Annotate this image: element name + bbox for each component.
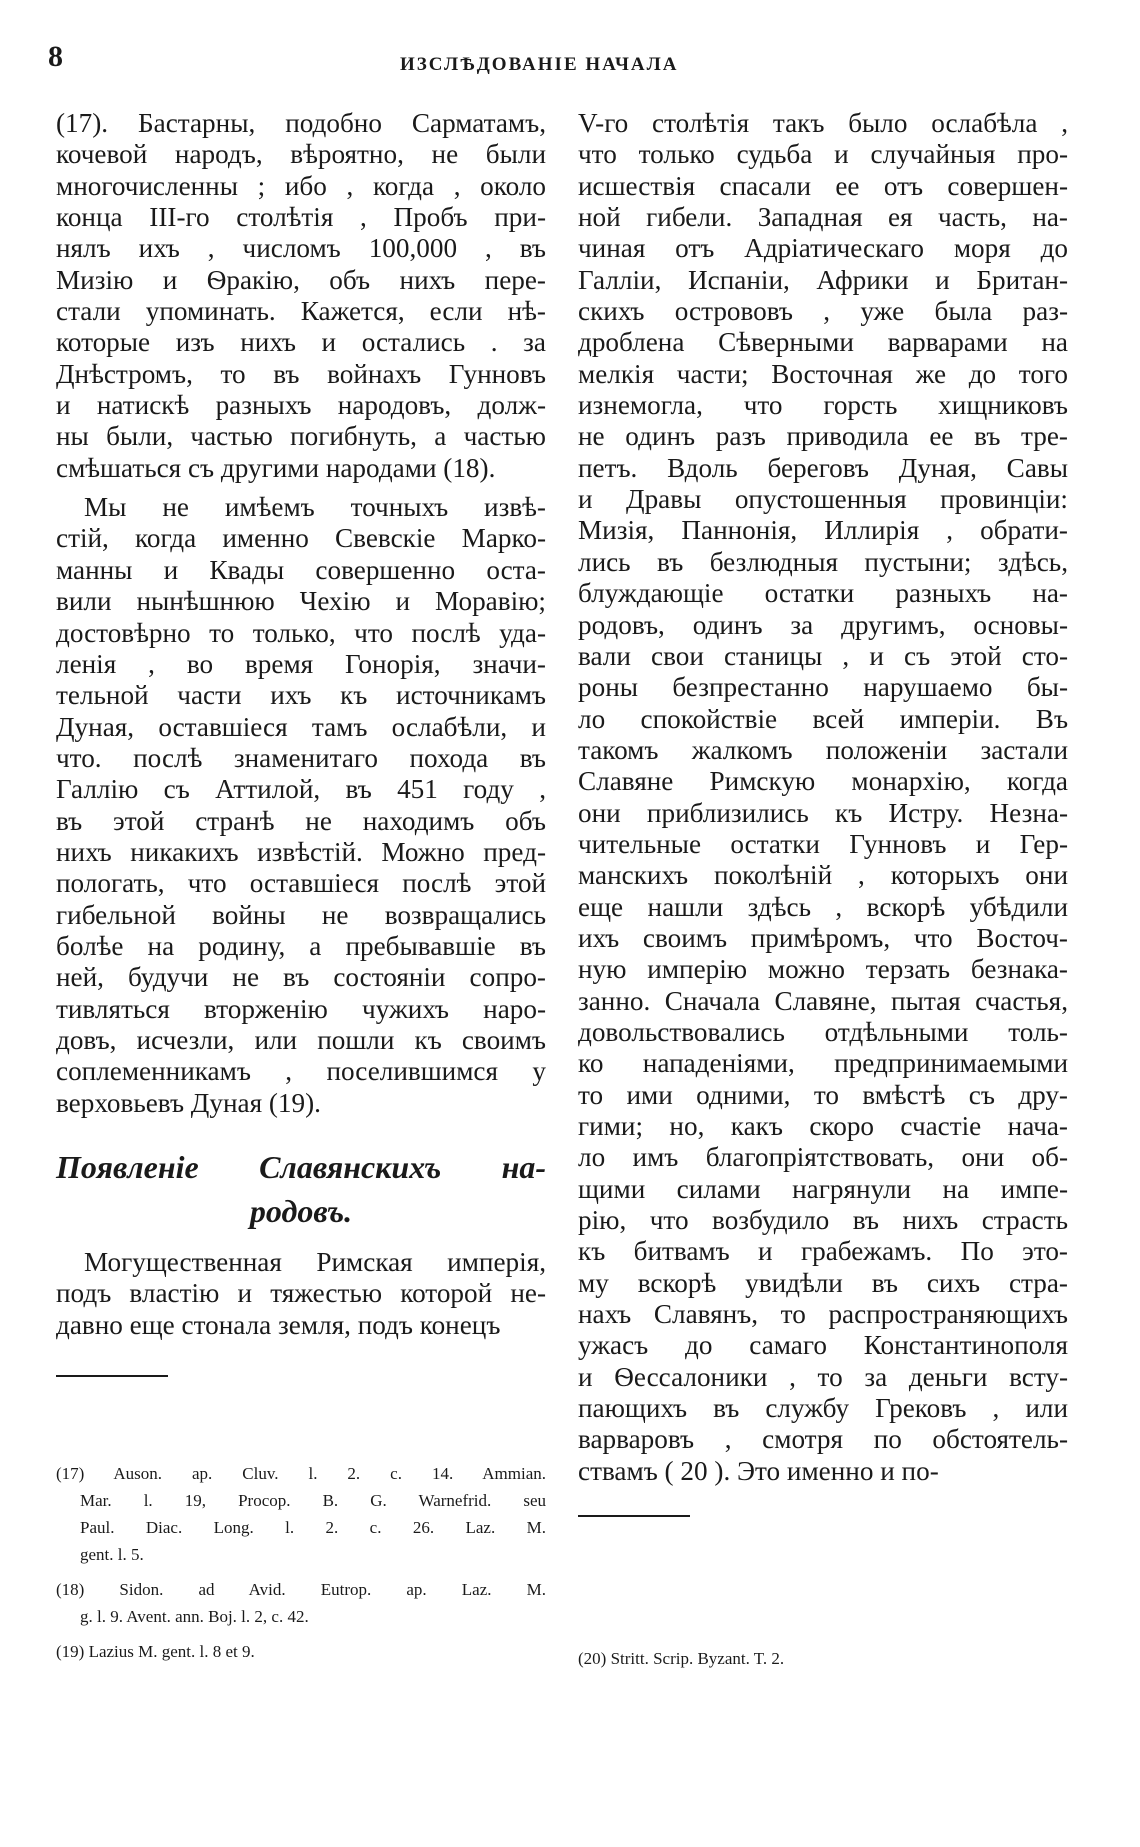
text-line: къ битвамъ и грабежамъ. По это- bbox=[578, 1236, 1068, 1267]
text-line: рію, что возбудило въ нихъ страсть bbox=[578, 1205, 1068, 1236]
text-line: вали свои станицы , и съ этой сто- bbox=[578, 640, 1068, 671]
text-line: подъ властію и тяжестью которой не- bbox=[56, 1278, 546, 1309]
text-line: не одинъ разъ приводила ее въ тре- bbox=[578, 421, 1068, 452]
paragraph-bastarny bbox=[56, 108, 546, 484]
footnote-line: Mar. l. 19, Procop. B. G. Warnefrid. seu bbox=[80, 1491, 546, 1510]
text-line: ны были, частью погибнуть, а частью bbox=[56, 421, 546, 452]
text-line: тивляться вторженію чужихъ наро- bbox=[56, 993, 546, 1024]
text-line: ленія , во время Гонорія, значи- bbox=[56, 648, 546, 679]
text-line: и натискѣ разныхъ народовъ, долж- bbox=[56, 390, 546, 421]
text-line: ко нападеніями, предпринимаемыми bbox=[578, 1048, 1068, 1079]
paragraph-continuation bbox=[578, 108, 1068, 1487]
text-line: и Дравы опустошенныя провинціи: bbox=[578, 484, 1068, 515]
text-line: варваровъ , смотря по обстоятель- bbox=[578, 1424, 1068, 1455]
footnotes-left bbox=[56, 1460, 546, 1673]
footnote-line: (20) Stritt. Scrip. Byzant. T. 2. bbox=[578, 1649, 785, 1668]
text-line: (17). Бастарны, подобно Сарматамъ, bbox=[56, 108, 546, 138]
text-line: верховьевъ Дуная (19). bbox=[56, 1087, 321, 1118]
text-line: болѣе на родину, а пребывавшіе въ bbox=[56, 930, 546, 961]
footnote-line: (17) Auson. ap. Cluv. l. 2. c. 14. Ammian. bbox=[56, 1464, 546, 1483]
text-line: которые изъ нихъ и остались . за bbox=[56, 327, 546, 358]
footnote bbox=[578, 1645, 1068, 1672]
text-line: довъ, исчезли, или пошли къ своимъ bbox=[56, 1024, 546, 1055]
text-line: пологать, что оставшіеся послѣ этой bbox=[56, 868, 546, 899]
text-line: блуждающіе остатки разныхъ на- bbox=[578, 578, 1068, 609]
paragraph-svevy bbox=[56, 492, 546, 1119]
text-line: лись въ безлюдныя пустыни; здѣсь, bbox=[578, 546, 1068, 577]
text-line: соплеменникамъ , поселившимся у bbox=[56, 1056, 546, 1087]
text-line: смѣшаться съ другими народами (18). bbox=[56, 452, 496, 483]
text-line: ло спокойствіе всей имперіи. Въ bbox=[578, 703, 1068, 734]
text-line: кочевой народъ, вѣроятно, не были bbox=[56, 139, 546, 170]
text-line: ужасъ до самаго Константинополя bbox=[578, 1330, 1068, 1361]
text-line: Мы не имѣемъ точныхъ извѣ- bbox=[84, 492, 546, 523]
text-line: Галліи, Испаніи, Африки и Британ- bbox=[578, 264, 1068, 295]
text-line: ную имперію можно терзать безнака- bbox=[578, 954, 1068, 985]
text-line: дроблена Сѣверными варварами на bbox=[578, 327, 1068, 358]
page-number: 8 bbox=[48, 40, 63, 73]
text-line: ней, будучи не въ состояніи сопро- bbox=[56, 962, 546, 993]
text-line: му вскорѣ увидѣли въ сихъ стра- bbox=[578, 1267, 1068, 1298]
paragraph-roman-empire bbox=[56, 1247, 546, 1341]
text-line: нахъ Славянъ, то распространяющихъ bbox=[578, 1299, 1068, 1330]
text-line: еще нашли здѣсь , вскорѣ убѣдили bbox=[578, 891, 1068, 922]
text-line: родовъ, одинъ за другимъ, основы- bbox=[578, 609, 1068, 640]
text-line: ствамъ ( 20 ). Это именно и по- bbox=[578, 1455, 939, 1486]
text-line: многочисленны ; ибо , когда , около bbox=[56, 170, 546, 201]
footnote-line: (18) Sidon. ad Avid. Eutrop. ap. Laz. M. bbox=[56, 1580, 546, 1599]
heading-line-2: родовъ. bbox=[249, 1193, 353, 1229]
text-line: петъ. Вдоль береговъ Дуная, Савы bbox=[578, 452, 1068, 483]
text-line: Галлію съ Аттилой, въ 451 году , bbox=[56, 774, 546, 805]
left-column bbox=[56, 108, 546, 1377]
text-line: стій, когда именно Свевскіе Марко- bbox=[56, 523, 546, 554]
text-line: скихъ острововъ , уже была раз- bbox=[578, 296, 1068, 327]
text-line: вили нынѣшнюю Чехію и Моравію; bbox=[56, 586, 546, 617]
text-line: достовѣрно то только, что послѣ уда- bbox=[56, 617, 546, 648]
text-line: Дуная, оставшіеся тамъ ослабѣли, и bbox=[56, 711, 546, 742]
text-line: Днѣстромъ, то въ войнахъ Гунновъ bbox=[56, 358, 546, 389]
text-line: гими; но, какъ скоро счастіе нача- bbox=[578, 1111, 1068, 1141]
text-line: нялъ ихъ , числомъ 100,000 , въ bbox=[56, 233, 546, 264]
footnote-line: Paul. Diac. Long. l. 2. c. 26. Laz. M. bbox=[80, 1518, 546, 1537]
footnote-rule-right bbox=[578, 1515, 690, 1517]
text-line: изнемогла, что горсть хищниковъ bbox=[578, 390, 1068, 421]
text-line: въ этой странѣ не находимъ объ bbox=[56, 805, 546, 836]
text-line: и Ѳессалоники , то за деньги всту- bbox=[578, 1361, 1068, 1392]
text-line: V-го столѣтія такъ было ослабѣла , bbox=[578, 108, 1068, 138]
text-line: то ими одними, то вмѣстѣ съ дру- bbox=[578, 1079, 1068, 1110]
text-line: давно еще стонала земля, подъ конецъ bbox=[56, 1309, 501, 1340]
text-line: ло имъ благопріятствовать, они об- bbox=[578, 1142, 1068, 1173]
right-column bbox=[578, 108, 1068, 1517]
text-line: пающихъ въ службу Грековъ , или bbox=[578, 1393, 1068, 1424]
heading-line-1: Появленіе Славянскихъ на- bbox=[56, 1149, 546, 1185]
text-line: роны безпрестанно нарушаемо бы- bbox=[578, 672, 1068, 703]
text-line: гибельной войны не возвращались bbox=[56, 899, 546, 930]
text-line: чительные остатки Гунновъ и Гер- bbox=[578, 828, 1068, 859]
footnote-rule bbox=[56, 1375, 168, 1377]
text-line: конца III-го столѣтія , Пробъ при- bbox=[56, 202, 546, 233]
text-line: стали упоминать. Кажется, если нѣ- bbox=[56, 296, 546, 327]
footnote bbox=[56, 1638, 546, 1665]
text-line: что только судьба и случайныя про- bbox=[578, 139, 1068, 170]
text-line: исшествія спасали ее отъ совершен- bbox=[578, 170, 1068, 201]
text-line: ной гибели. Западная ея часть, на- bbox=[578, 202, 1068, 233]
text-line: занно. Сначала Славяне, пытая счастья, bbox=[578, 985, 1068, 1016]
text-line: чиная отъ Адріатическаго моря до bbox=[578, 233, 1068, 264]
text-line: что. послѣ знаменитаго похода въ bbox=[56, 742, 546, 773]
text-line: такомъ жалкомъ положеніи застали bbox=[578, 734, 1068, 765]
footnotes-right bbox=[578, 1645, 1068, 1680]
section-heading bbox=[56, 1145, 546, 1233]
text-line: они приблизились къ Истру. Незна- bbox=[578, 797, 1068, 828]
text-line: мелкія части; Восточная же до того bbox=[578, 358, 1068, 389]
text-line: Славяне Римскую монархію, когда bbox=[578, 766, 1068, 797]
footnote bbox=[56, 1460, 546, 1568]
text-line: Могущественная Римская имперія, bbox=[84, 1247, 546, 1277]
text-line: довольствовались отдѣльными толь- bbox=[578, 1016, 1068, 1047]
footnote-line: (19) Lazius M. gent. l. 8 et 9. bbox=[56, 1642, 255, 1661]
running-title: ИЗСЛѢДОВАНІЕ НАЧАЛА bbox=[400, 54, 679, 75]
text-line: тельной части ихъ къ источникамъ bbox=[56, 680, 546, 711]
text-line: Мизія, Паннонія, Иллирія , обрати- bbox=[578, 515, 1068, 546]
text-line: щими силами нагрянули на импе- bbox=[578, 1173, 1068, 1204]
footnote-line: gent. l. 5. bbox=[80, 1545, 144, 1564]
text-line: Мизію и Ѳракію, объ нихъ пере- bbox=[56, 264, 546, 295]
text-line: манскихъ поколѣній , которыхъ они bbox=[578, 860, 1068, 891]
text-line: манны и Квады совершенно оста- bbox=[56, 554, 546, 585]
text-line: ихъ своимъ примѣромъ, что Восточ- bbox=[578, 922, 1068, 953]
text-line: нихъ никакихъ извѣстій. Можно пред- bbox=[56, 836, 546, 867]
footnote-line: g. l. 9. Avent. ann. Boj. l. 2, c. 42. bbox=[80, 1607, 309, 1626]
footnote bbox=[56, 1576, 546, 1630]
